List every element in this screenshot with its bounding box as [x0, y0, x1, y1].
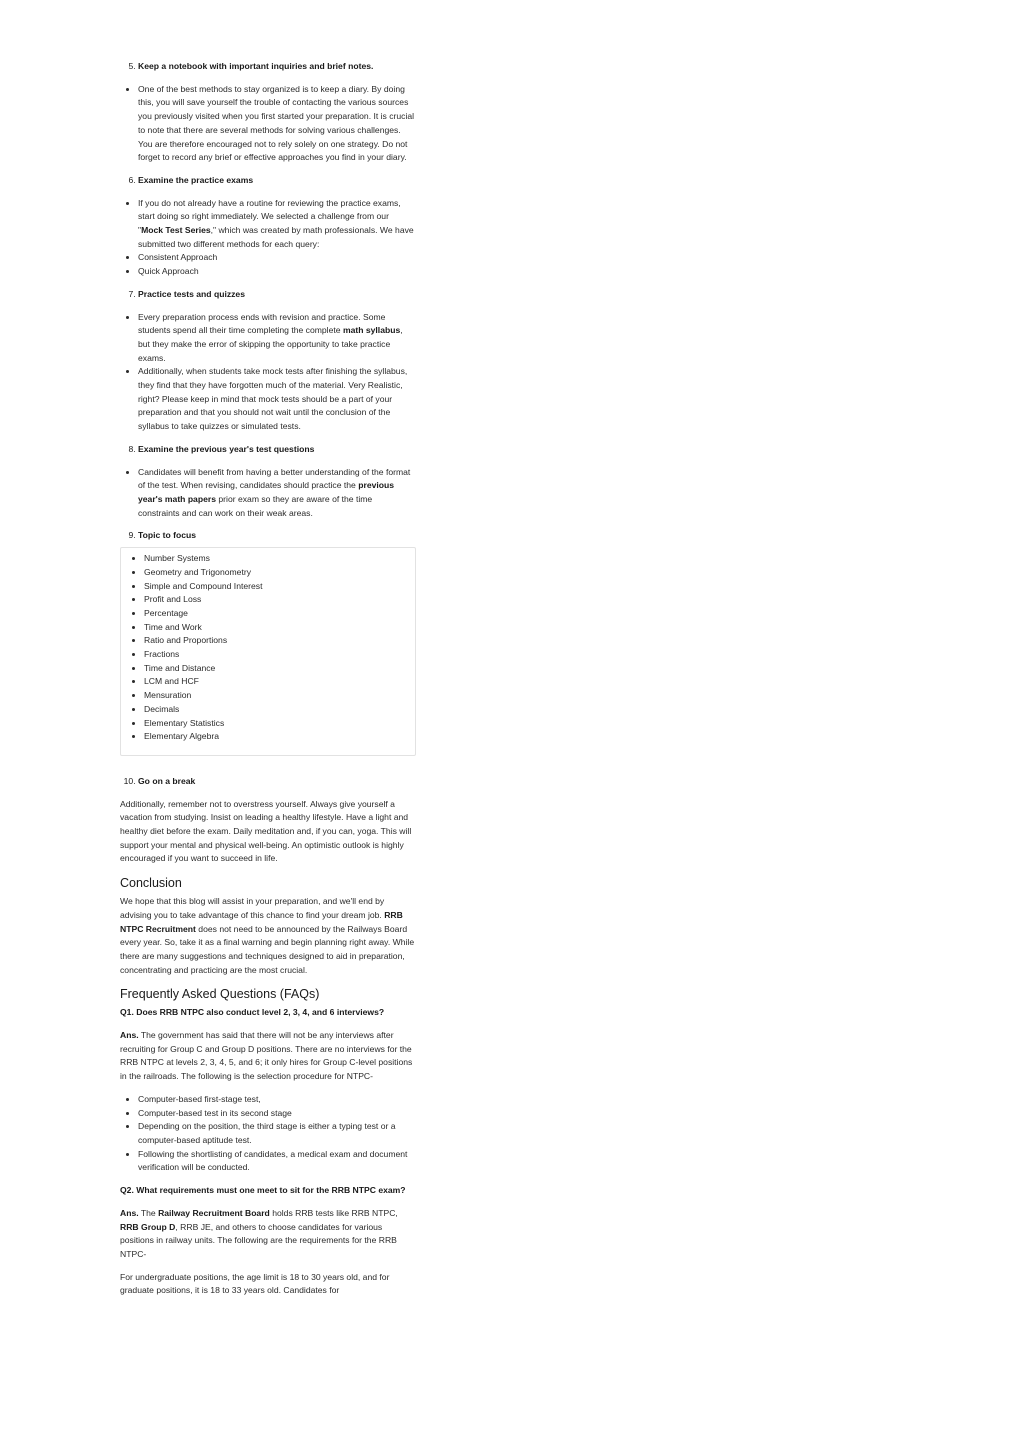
topic-item: • Time and Distance: [144, 662, 415, 676]
list-item: • Following the shortlisting of candidates, a medical exam and document verification will be conducted.: [138, 1148, 416, 1175]
step-5: [120, 60, 416, 74]
conclusion-paragraph: We hope that this blog will assist in your preparation, and we'll end by advising you to take advantage of this chance to find your dream job. RRB NTPC Recruitment does not need to be announced by the Railways Board every year. So, take it as a final warning and begin planning right away. While there are many suggestions and techniques designed to aid in preparation, concentrating and practicing are the most crucial.: [120, 896, 415, 975]
topic-item: • Fractions: [144, 648, 415, 662]
topic-item: • Number Systems: [144, 552, 415, 566]
topic-item: • Ratio and Proportions: [144, 634, 415, 648]
list-item: • Additionally, when students take mock tests after finishing the syllabus, they find that they have forgotten much of the material. Very Realistic, right? Please keep in mind that mock tests should be a part of your preparation and that you should not wait until the conclusion of the syllabus to take quizzes or simulated tests.: [138, 365, 416, 434]
step-8-title: 8. Examine the previous year's test questions: [138, 443, 416, 457]
step-9-title: 9. Topic to focus: [138, 529, 416, 543]
step-10: [120, 775, 416, 789]
topics-list: [126, 552, 415, 744]
topics-box: [120, 547, 416, 756]
previous-year-papers-link[interactable]: previous year's math papers: [138, 480, 395, 504]
conclusion-heading: Conclusion: [120, 876, 182, 891]
faq-answer-2: Ans. The Railway Recruitment Board holds RRB tests like RRB NTPC, RRB Group D, RRB JE, and others to choose candidates for various positions in railway units. The following are the requirements for the RRB NTPC-: [120, 1207, 398, 1259]
list-item: • If you do not already have a routine for reviewing the practice exams, start doing so right immediately. We selected a challenge from our "Mock Test Series," which was created by math professionals. We have submitted two different methods for each query:: [138, 197, 416, 252]
mock-test-series-link[interactable]: Mock Test Series: [141, 225, 211, 236]
list-item: • Computer-based first-stage test,: [138, 1093, 416, 1107]
step-8-list: [120, 466, 416, 521]
step-7: [120, 288, 416, 302]
faq-question-1: Q1. Does RRB NTPC also conduct level 2, 3, 4, and 6 interviews?: [120, 1007, 385, 1018]
list-item: • Quick Approach: [138, 265, 416, 279]
math-syllabus-link[interactable]: math syllabus: [342, 325, 401, 336]
list-item: • Computer-based test in its second stage: [138, 1107, 416, 1121]
topic-item: • Elementary Statistics: [144, 717, 415, 731]
list-item: • Candidates will benefit from having a better understanding of the format of the test. When revising, candidates should practice the previous year's math papers prior exam so they are aware of the time constraints and can work on their weak areas.: [138, 466, 416, 521]
article-content: [120, 60, 416, 1298]
railway-recruitment-board-link[interactable]: Railway Recruitment Board: [158, 1207, 270, 1218]
list-item: • Depending on the position, the third stage is either a typing test or a computer-based aptitude test.: [138, 1120, 416, 1147]
topic-item: • Profit and Loss: [144, 593, 415, 607]
step-5-list: [120, 83, 416, 165]
faq-answer-1-list: [120, 1093, 416, 1175]
topic-item: • Simple and Compound Interest: [144, 580, 415, 594]
topic-item: • Geometry and Trigonometry: [144, 566, 415, 580]
list-item: • Every preparation process ends with revision and practice. Some students spend all their time completing the complete math syllabus, but they make the error of skipping the opportunity to take practice exams.: [138, 311, 416, 366]
faq-heading: Frequently Asked Questions (FAQs): [120, 987, 320, 1002]
step-6: [120, 174, 416, 188]
rrb-ntpc-recruitment-link[interactable]: RRB NTPC Recruitment: [120, 909, 403, 934]
step-7-title: 7. Practice tests and quizzes: [138, 288, 416, 302]
list-item: • One of the best methods to stay organized is to keep a diary. By doing this, you will save yourself the trouble of contacting the various sources you previously visited when you first started your preparation. It is crucial to note that there are several methods for solving various challenges. You are therefore encouraged not to rely solely on one strategy. Do not forget to record any brief or effective approaches you find in your diary.: [138, 83, 416, 165]
step-7-list: [120, 311, 416, 434]
step-10-paragraph: Additionally, remember not to overstress yourself. Always give yourself a vacation from studying. Insist on leading a healthy lifestyle. Have a light and healthy diet before the exam. Daily meditation and, if you can, yoga. This will support your mental and physical well-being. An optimistic outlook is highly encouraged if you want to succeed in life.: [120, 798, 412, 864]
topic-item: • Percentage: [144, 607, 415, 621]
faq-answer-2-paragraph: For undergraduate positions, the age limit is 18 to 30 years old, and for graduate positions, it is 18 to 33 years old. Candidates for: [120, 1271, 390, 1296]
faq-question-2: Q2. What requirements must one meet to sit for the RRB NTPC exam?: [120, 1185, 406, 1196]
step-10-title: 10. Go on a break: [138, 775, 416, 789]
topic-item: • Time and Work: [144, 621, 415, 635]
step-8: [120, 443, 416, 457]
step-9: [120, 529, 416, 543]
topic-item: • LCM and HCF: [144, 675, 415, 689]
step-6-title: 6. Examine the practice exams: [138, 174, 416, 188]
step-5-title: 5. Keep a notebook with important inquiries and brief notes.: [138, 60, 416, 74]
list-item: • Consistent Approach: [138, 251, 416, 265]
topic-item: • Elementary Algebra: [144, 730, 415, 744]
step-6-list: [120, 197, 416, 279]
topic-item: • Decimals: [144, 703, 415, 717]
rrb-group-d-link[interactable]: RRB Group D: [120, 1221, 176, 1232]
topic-item: • Mensuration: [144, 689, 415, 703]
faq-answer-1: Ans. The government has said that there will not be any interviews after recruiting for Group C and Group D positions. There are no interviews for the RRB NTPC at levels 2, 3, 4, 5, and 6; it only hires for Group C-level positions in the railroads. The following is the selection procedure for NTPC-: [120, 1030, 413, 1082]
